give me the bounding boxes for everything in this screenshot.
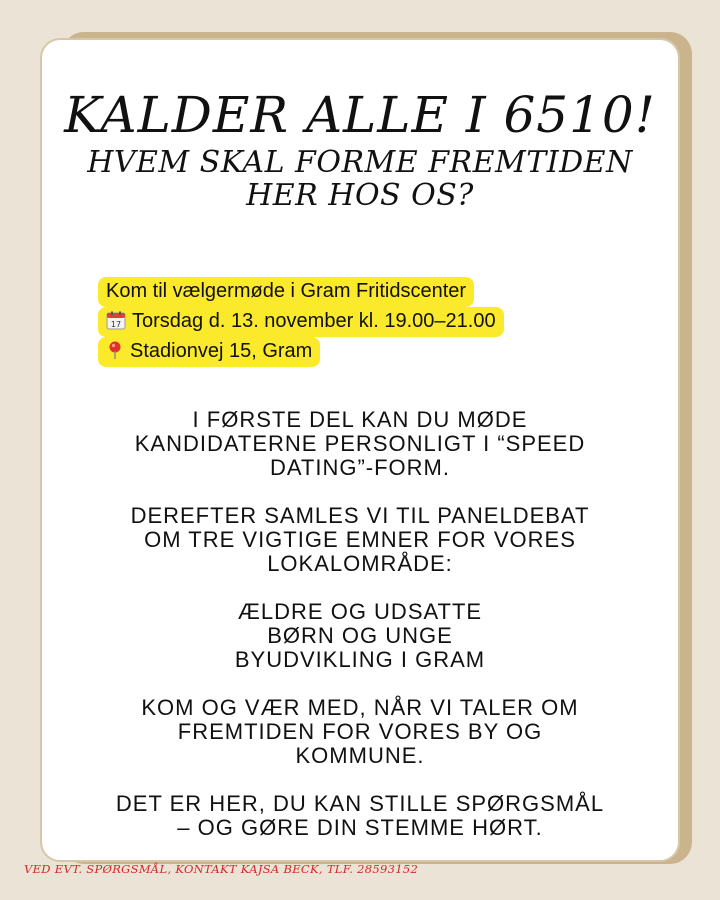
paragraph [42,504,678,576]
poster-card [40,38,680,862]
date-text: Torsdag d. 13. november kl. 19.00–21.00 [132,310,496,332]
venue-text: Kom til vælgermøde i Gram Fritidscenter [106,280,467,302]
event-date-line [98,307,504,337]
paragraph [42,792,678,840]
event-info [98,277,504,367]
topics-list [42,600,678,672]
svg-text:17: 17 [110,320,122,329]
topic-item: BØRN OG UNGE [267,623,453,648]
contact-footer: VED EVT. SPØRGSMÅL, KONTAKT KAJSA BECK, TLF. 28593152 [24,862,419,876]
paragraph-line: – OG GØRE DIN STEMME HØRT. [177,815,543,840]
topic-item: BYUDVIKLING I GRAM [234,647,486,672]
calendar-icon [106,311,126,330]
event-venue-line [98,277,474,307]
paragraph-line: FREMTIDEN FOR VORES BY OG [177,719,543,744]
paragraph-line: DET ER HER, DU KAN STILLE SPØRGSMÅL [115,791,605,816]
topic-item: ÆLDRE OG UDSATTE [237,599,483,624]
pin-icon [106,340,124,360]
subheadline-line: HER HOS OS? [246,178,474,213]
subheadline-line: HVEM SKAL FORME FREMTIDEN [87,145,633,180]
paragraph-line: DATING”-FORM. [269,455,450,480]
paragraph-line: LOKALOMRÅDE: [267,551,453,576]
event-address-line [98,337,320,367]
paragraph-line: KOMMUNE. [295,743,425,768]
headline: KALDER ALLE I 6510! [64,86,656,144]
paragraph-line: OM TRE VIGTIGE EMNER FOR VORES [144,527,576,552]
subheadline [42,146,678,212]
paragraph [42,408,678,480]
paragraph-line: KANDIDATERNE PERSONLIGT I “SPEED [134,431,586,456]
body-text [42,408,678,864]
paragraph-line: I FØRSTE DEL KAN DU MØDE [192,407,528,432]
paragraph-line: DEREFTER SAMLES VI TIL PANELDEBAT [130,503,590,528]
paragraph-line: KOM OG VÆR MED, NÅR VI TALER OM [141,695,579,720]
address-text: Stadionvej 15, Gram [130,340,313,362]
paragraph [42,696,678,768]
